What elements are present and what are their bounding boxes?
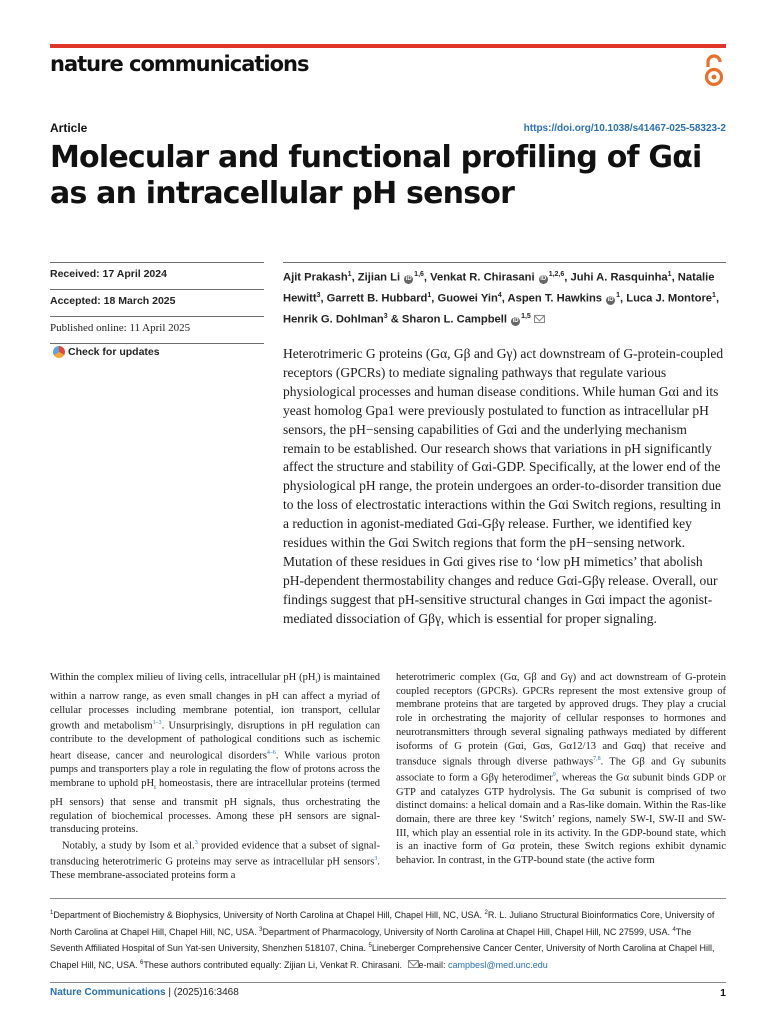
orcid-icon[interactable]: iD bbox=[512, 318, 519, 325]
footer-citation: Nature Communications | (2025)16:3468 bbox=[50, 987, 239, 998]
email-icon bbox=[408, 960, 419, 968]
email-icon[interactable] bbox=[534, 315, 545, 323]
dates-sidebar bbox=[50, 262, 264, 344]
authors-divider bbox=[283, 262, 726, 263]
check-for-updates-button[interactable] bbox=[53, 346, 160, 358]
article-title: Molecular and functional profiling of Gαi as an intracellular pH sensor bbox=[50, 140, 702, 211]
email-link[interactable]: campbesl@med.unc.edu bbox=[448, 959, 548, 970]
reference-link[interactable]: 9 bbox=[552, 772, 556, 779]
orcid-icon[interactable]: iD bbox=[405, 275, 412, 282]
affiliations-footnotes: $^1$Department of Biochemistry & Biophysics, University of North Carolina at Chapel Hill, Chapel Hill, NC, USA. $^2$R. L. Juliano Structural Bioinformatics Core, University of North Carolina at Chapel Hill, Chapel Hill, NC, USA. $^3$Department of Pharmacology, University of North Carolina at Chapel Hill, Chapel Hill, NC 27599, USA. $^4$The Seventh Affiliated Hospital of Sun Yat-sen University, Shenzhen 518107, China. $^5$Lineberger Comprehensive Cancer Center, University of North Carolina at Chapel Hill, Chapel Hill, NC, USA. $^6$These authors contributed equally: Zijian Li, Venkat R. Chirasani. e-mail: campbesl@med.unc.edu bbox=[50, 910, 715, 970]
footnote-divider bbox=[50, 898, 726, 899]
body-paragraph: Notably, a study by Isom et al.$^3$ provided evidence that a subset of signal-transducing heterotrimeric G proteins may serve as intracellular pH sensors$^3$. These membrane-associated proteins form a bbox=[50, 839, 380, 882]
open-access-icon[interactable] bbox=[701, 53, 727, 89]
check-for-updates-label: Check for updates bbox=[68, 346, 160, 358]
orcid-icon[interactable]: iD bbox=[607, 296, 614, 303]
reference-link[interactable]: 7,8 bbox=[593, 756, 601, 763]
reference-link[interactable]: 1–3 bbox=[152, 720, 162, 727]
body-column-right bbox=[396, 671, 726, 868]
page-number: 1 bbox=[720, 987, 726, 999]
check-for-updates-icon bbox=[53, 346, 65, 358]
received-date: Received: 17 April 2024 bbox=[50, 262, 264, 290]
reference-link[interactable]: 3 bbox=[374, 856, 378, 863]
doi-link[interactable]: https://doi.org/10.1038/s41467-025-58323-2 bbox=[523, 123, 726, 134]
published-date: Published online: 11 April 2025 bbox=[50, 317, 264, 344]
article-type: Article bbox=[50, 121, 88, 135]
body-column-left bbox=[50, 671, 380, 883]
reference-link[interactable]: 4–6 bbox=[266, 750, 276, 757]
body-paragraph: Within the complex milieu of living cells, intracellular pH $(pH_i)$ is maintained within a narrow range, as even small changes in pH can affect a myriad of cellular processes including membrane potential, ion transport, cellular growth and metabolism$^{1-3}$. Unsurprisingly, disruptions in pH regulation can contribute to the development of pathological conditions such as ischemic heart disease, cancer and neurological disorders$^{4-6}$. While various proton pumps and transporters play a role in regulating the flow of protons across the membrane to uphold $pH_i$ homeostasis, there are intracellular proteins (termed pH sensors) that sense and transmit pH signals, thus orchestrating the regulation of biochemical processes. Among these pH sensors are signal-transducing proteins. bbox=[50, 672, 380, 836]
header-accent-bar bbox=[50, 44, 726, 48]
orcid-icon[interactable]: iD bbox=[540, 275, 547, 282]
reference-link[interactable]: 3 bbox=[194, 839, 198, 846]
footer-divider bbox=[50, 982, 726, 983]
body-paragraph: heterotrimeric complex (Gα, Gβ and Gγ) and act downstream of G-protein coupled receptors (GPCRs). GPCRs represent the most extensive group of membrane proteins that are targeted by approved drugs. They play a crucial role in orchestrating the majority of cellular responses to hormones and neurotransmitters through several signaling pathways mediated by different isoforms of G protein (Gαi, Gαs, Gα12/13 and Gαq) that receive and transduce signals through diverse pathways$^{7,8}$. The Gβ and Gγ subunits associate to form a Gβγ heterodimer$^9$, whereas the Gα subunit binds GDP or GTP and catalyzes GTP hydrolysis. The Gα subunit is comprised of two distinct domains: a helical domain and a Ras-like domain. Within the Ras-like domain, there are three key ‘Switch’ regions, namely SW-I, SW-II and SW-III, which play an essential role in its activity. In the GDP-bound state, which is an inactive form of Gα protein, these Switch regions exhibit dynamic behavior. In contrast, in the GTP-bound state (the active form bbox=[396, 672, 727, 867]
journal-name: nature communications bbox=[50, 52, 309, 76]
accepted-date: Accepted: 18 March 2025 bbox=[50, 290, 264, 317]
abstract: Heterotrimeric G proteins (Gα, Gβ and Gγ) act downstream of G-protein-coupled receptors (GPCRs) to mediate signaling pathways that regulate various physiological processes and human disease conditions. While human Gαi and its yeast homolog Gpa1 were previously postulated to function as intracellular pH sensors, the pH−sensing capabilities of Gαi and the underlying mechanism remain to be established. Our research shows that variations in pH significantly affect the structure and stability of Gαi-GDP. Specifically, at the lower end of the physiological pH range, the protein undergoes an order-to-disorder transition due to the loss of electrostatic interactions within the Gαi Switch regions, resulting in a reduction in agonist-mediated Gαi-Gβγ release. Further, we identified key residues within the Gαi Switch regions that form the pH−sensing network. Mutation of these residues in Gαi gives rise to ‘low pH mimetics’ that abolish pH-dependent thermostability changes and reduce Gαi-Gβγ release. Overall, our findings suggest that pH-sensitive structural changes in Gαi impact the agonist-mediated dissociation of Gβγ, which is essential for proper signaling. bbox=[283, 346, 724, 626]
footer-journal-link[interactable]: Nature Communications bbox=[50, 987, 166, 998]
author-list: Ajit Prakash$^1$, Zijian Li iD$^{1,6}$, Venkat R. Chirasani iD$^{1,2,6}$, Juhi A. Rasquinha$^1$, Natalie Hewitt$^3$, Garrett B. Hubbard$^1$, Guowei Yin$^4$, Aspen T. Hawkins $iD^1$, Luca J. Montore$^1$, Henrik G. Dohlman$^3$ & Sharon L. Campbell iD$^{1,5}$ bbox=[283, 271, 720, 327]
